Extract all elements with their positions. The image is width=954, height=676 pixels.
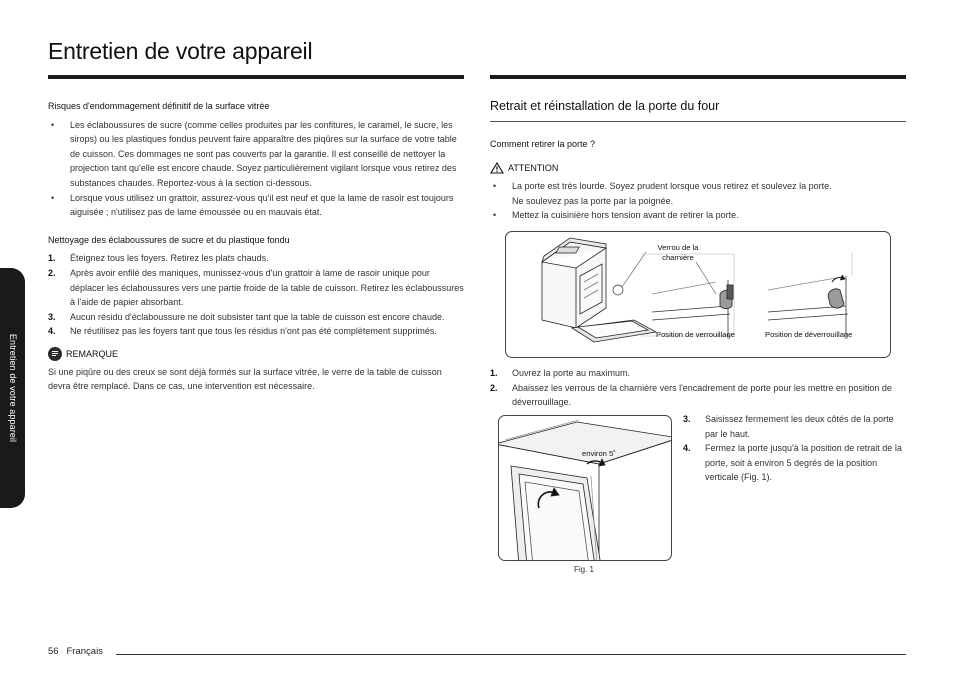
- section-title: Retrait et réinstallation de la porte du four: [490, 99, 720, 113]
- clean-step: [48, 324, 466, 339]
- left-column: [48, 99, 466, 394]
- caution-label: ATTENTION: [508, 162, 559, 173]
- hinge-illustration: [506, 232, 890, 357]
- step-text: Abaissez les verrous de la charnière vers l'encadrement de porte pour les mettre en position de déverrouillage.: [512, 382, 892, 408]
- caution-bullet: [490, 179, 906, 208]
- caution-bullet-text: Ne soulevez pas la porte par la poignée.: [512, 195, 674, 206]
- step-number: 4.: [683, 443, 691, 454]
- step-number: 1.: [490, 368, 498, 378]
- risk-heading: Risques d'endommagement définitif de la surface vitrée: [48, 101, 270, 111]
- step-number: 3.: [48, 311, 56, 322]
- bullet-marker: •: [493, 210, 497, 221]
- page-language: Français: [66, 646, 103, 657]
- header-rule-right: [490, 75, 906, 79]
- warning-icon: [490, 162, 504, 174]
- risk-bullet-list: [48, 118, 466, 220]
- hinge-label-line1: Verrou de la: [657, 243, 699, 252]
- caution-bullet-text: Mettez la cuisinière hors tension avant de retirer la porte.: [512, 210, 739, 221]
- side-tab-label: Entretien de votre appareil: [7, 333, 18, 443]
- clean-step: [48, 310, 466, 325]
- caution-bullet-text: La porte est très lourde. Soyez prudent lorsque vous retirez et soulevez la porte.: [512, 181, 832, 192]
- step-number: 1.: [48, 253, 56, 264]
- unlock-position-label: Position de déverrouillage: [765, 330, 853, 339]
- step-number: 2.: [490, 382, 498, 393]
- note-heading: [48, 347, 466, 362]
- clean-heading: Nettoyage des éclaboussures de sucre et du plastique fondu: [48, 234, 290, 245]
- chapter-side-tab: [0, 268, 25, 508]
- section-rule: [490, 121, 906, 122]
- page-title: Entretien de votre appareil: [48, 38, 313, 64]
- note-label: REMARQUE: [66, 348, 119, 359]
- fig-caption: Fig. 1: [574, 565, 595, 574]
- hinge-figure: [505, 231, 891, 358]
- footer-rule: [116, 654, 906, 655]
- right-column-top: [490, 99, 906, 114]
- risk-bullet-text: Lorsque vous utilisez un grattoir, assurez-vous qu'il est neuf et que la lame de rasoir est toujours aiguisée ; n'utilisez pas de lame émoussée ou en mauvais état.: [70, 192, 454, 218]
- risk-bullet-text: Les éclaboussures de sucre (comme celles produites par les confitures, le caramel, le sucre, les sirops) ou les plastiques fondus peuvent faire apparaître des piqûres sur la surface de votre table de cuisson. Ces dommages ne sont pas couverts par la garantie. Il est conseillé de nettoyer la projection tant qu'elle est encore chaude. Soyez particulièrement vigilant lorsque vous retirez des substances chaudes. Reportez-vous à la section ci-dessous.: [70, 119, 457, 188]
- bullet-marker: •: [51, 192, 55, 203]
- removal-step: [683, 412, 906, 441]
- right-steps-a: [490, 366, 906, 410]
- clean-step: [48, 251, 466, 266]
- risk-bullet: [48, 118, 466, 191]
- step-text: Éteignez tous les foyers. Retirez les plats chauds.: [70, 253, 269, 264]
- step-text: Ouvrez la porte au maximum.: [512, 368, 631, 378]
- clean-steps-list: [48, 251, 466, 339]
- step-text: Fermez la porte jusqu'à la position de retrait de la porte, soit à environ 5 degrés de la position verticale (Fig. 1).: [705, 443, 902, 483]
- lock-position-label: Position de verrouillage: [656, 330, 735, 339]
- hinge-label-line2: charnière: [662, 253, 694, 262]
- caution-heading: [490, 161, 906, 176]
- caution-bullet: [490, 208, 906, 223]
- door-angle-figure: [498, 415, 672, 561]
- header-rule-left: [48, 75, 464, 79]
- sub-heading: Comment retirer la porte ?: [490, 139, 596, 149]
- step-text: Après avoir enfilé des maniques, munissez-vous d'un grattoir à lame de rasoir unique pour déplacer les éclaboussures vers une partie froide de la table de cuisson. Retirez les éclaboussures à l'aide de papier absorbant.: [70, 267, 464, 308]
- steps-a-list: [490, 366, 906, 410]
- note-icon: [48, 347, 62, 361]
- page-footer: [48, 646, 103, 657]
- right-column-caution: [490, 137, 906, 223]
- right-steps-b: [683, 412, 906, 485]
- risk-bullet: [48, 191, 466, 220]
- step-text: Saisissez fermement les deux côtés de la porte par le haut.: [705, 414, 894, 439]
- steps-b-list: [683, 412, 906, 485]
- angle-label: environ 5˚: [582, 449, 616, 458]
- bullet-marker: •: [51, 119, 55, 130]
- door-angle-illustration: [499, 416, 671, 560]
- step-text: Ne réutilisez pas les foyers tant que tous les résidus n'ont pas été complètement supprimés.: [70, 326, 437, 337]
- step-number: 4.: [48, 326, 56, 337]
- clean-step: [48, 266, 466, 310]
- caution-bullet-list: [490, 179, 906, 223]
- bullet-marker: •: [493, 181, 497, 192]
- removal-step: [683, 441, 906, 485]
- step-number: 3.: [683, 414, 691, 424]
- removal-step: [490, 381, 906, 410]
- page-number: 56: [48, 646, 59, 657]
- removal-step: [490, 366, 906, 381]
- step-text: Aucun résidu d'éclaboussure ne doit subsister tant que la table de cuisson est encore chaude.: [70, 311, 445, 322]
- note-text: Si une piqûre ou des creux se sont déjà formés sur la surface vitrée, le verre de la table de cuisson devra être remplacé. Dans ce cas, une intervention est nécessaire.: [48, 366, 442, 392]
- step-number: 2.: [48, 267, 56, 278]
